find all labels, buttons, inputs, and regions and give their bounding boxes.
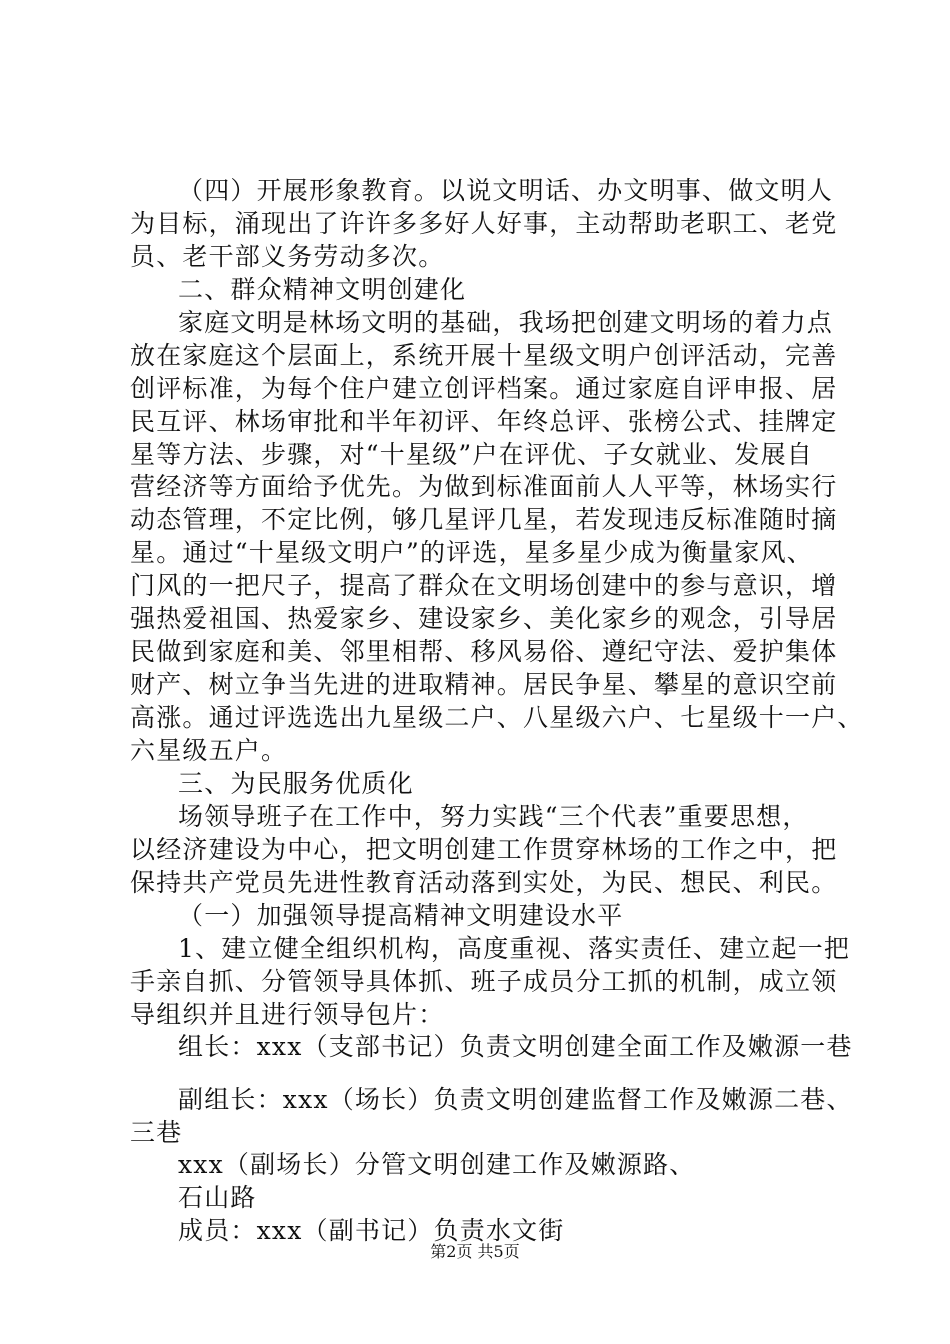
section-heading: 三、为民服务优质化 [178, 768, 414, 798]
text-line: 民互评、林场审批和半年初评、年终总评、张榜公式、挂牌定 [130, 406, 838, 436]
text-line: 高涨。通过评选选出九星级二户、八星级六户、七星级十一户、 [130, 703, 864, 733]
subsection-heading: （一）加强领导提高精神文明建设水平 [178, 900, 624, 930]
text-line: 营经济等方面给予优先。为做到标准面前人人平等，林场实行 [130, 472, 838, 502]
text-line: 石山路 [178, 1183, 257, 1213]
text-line: 动态管理，不定比例，够几星评几星，若发现违反标准随时摘 [130, 505, 838, 535]
text-line: 财产、树立争当先进的进取精神。居民争星、攀星的意识空前 [130, 670, 838, 700]
text-line: 星等方法、步骤，对“十星级”户在评优、子女就业、发展自 [130, 439, 813, 469]
text-line: 六星级五户。 [130, 735, 288, 765]
text-line: 门风的一把尺子，提高了群众在文明场创建中的参与意识，增 [130, 571, 838, 601]
text-line: 以经济建设为中心，把文明创建工作贯穿林场的工作之中，把 [130, 834, 838, 864]
text-line: 强热爱祖国、热爱家乡、建设家乡、美化家乡的观念，引导居 [130, 604, 838, 634]
text-line: 家庭文明是林场文明的基础，我场把创建文明场的着力点 [178, 307, 834, 337]
text-line: 场领导班子在工作中，努力实践“三个代表”重要思想， [178, 801, 809, 831]
text-line: 星。通过“十星级文明户”的评选，星多星少成为衡量家风、 [130, 538, 813, 568]
text-line: 为目标，涌现出了许许多多好人好事，主动帮助老职工、老党 [130, 208, 838, 238]
text-line: xxx（副场长）分管文明创建工作及嫩源路、 [178, 1150, 696, 1180]
text-line: 副组长：xxx（场长）负责文明创建监督工作及嫩源二巷、 [178, 1084, 853, 1114]
text-line: 放在家庭这个层面上，系统开展十星级文明户创评活动，完善 [130, 340, 838, 370]
text-line: 成员：xxx（副书记）负责水文街 [178, 1216, 565, 1246]
text-line: 民做到家庭和美、邻里相帮、移风易俗、遵纪守法、爱护集体 [130, 637, 838, 667]
text-line: 三巷 [130, 1117, 183, 1147]
text-line: 保持共产党员先进性教育活动落到实处，为民、想民、利民。 [130, 867, 838, 897]
text-line: 创评标准，为每个住户建立创评档案。通过家庭自评申报、居 [130, 373, 838, 403]
text-line: 组长：xxx（支部书记）负责文明创建全面工作及嫩源一巷 [178, 1032, 853, 1062]
text-line: （四）开展形象教育。以说文明话、办文明事、做文明人 [178, 176, 834, 205]
page-number-footer: 第2页 共5页 [430, 1242, 520, 1261]
text-line: 导组织并且进行领导包片： [130, 999, 445, 1029]
section-heading: 二、群众精神文明创建化 [178, 274, 467, 304]
text-line: 员、老干部义务劳动多次。 [130, 241, 445, 271]
text-line: 手亲自抓、分管领导具体抓、班子成员分工抓的机制，成立领 [130, 966, 838, 996]
text-line: 1、建立健全组织机构，高度重视、落实责任、建立起一把 [178, 933, 851, 963]
